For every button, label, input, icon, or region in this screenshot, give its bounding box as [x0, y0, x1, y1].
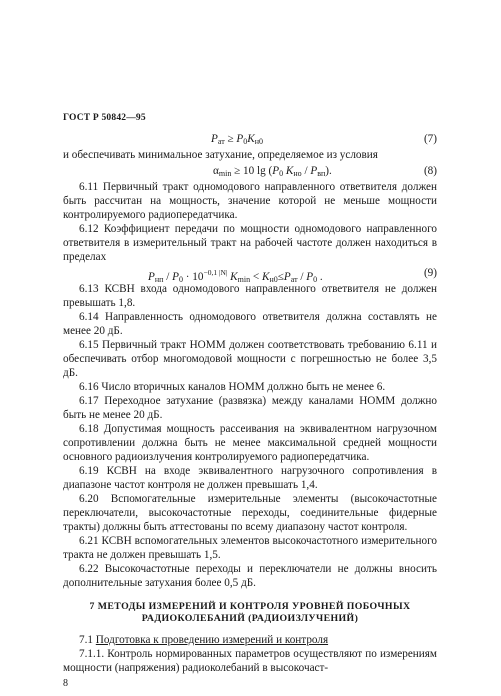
- text-after-formula-7: и обеспечивать минимальное затухание, определяемое из условия: [63, 149, 378, 161]
- formula-9: [63, 264, 437, 282]
- section-7-title-line-1: 7 МЕТОДЫ ИЗМЕРЕНИЙ И КОНТРОЛЯ УРОВНЕЙ ПОБОЧНЫХ: [89, 601, 411, 612]
- subsection-7-1-heading: [63, 633, 437, 647]
- section-7-title: [63, 601, 437, 625]
- paragraph-6-16: 6.16 Число вторичных каналов НОММ должно быть не менее 6.: [79, 381, 386, 393]
- formula-8: [63, 162, 437, 180]
- paragraph-6-12: 6.12 Коэффициент передачи по мощности одномодового направленного ответвителя в измерительный тракт на рабочей частоте должен находиться в пределах: [63, 223, 437, 263]
- subsection-7-1-title: Подготовка к проведению измерений и контроля: [95, 634, 329, 646]
- paragraph-6-18: 6.18 Допустимая мощность рассеивания на эквивалентном нагрузочном сопротивлении должна быть не менее максимальной средней мощности основного радиоизлучения контролируемого радиопередатчика.: [63, 423, 437, 463]
- section-7-title-line-2: РАДИОКОЛЕБАНИЙ (РАДИОИЗЛУЧЕНИЙ): [141, 613, 359, 624]
- formula-9-expression: $P_{нп} / P_0 \cdot 10^{-0,1 |N|}$ $K_{min} < K_{н0}\le P_{ат} / P_0$ .: [148, 268, 323, 284]
- paragraph-6-19: 6.19 КСВН на входе эквивалентного нагрузочного сопротивления в диапазоне частот контроля не должен превышать 1,4.: [63, 465, 437, 491]
- formula-9-number: (9): [423, 267, 437, 279]
- formula-8-expression: $\alpha_{min} \ge 10$ $\lg (P_0$ $K_{но} / P_{вп}$).: [213, 165, 332, 178]
- paragraph-6-14: 6.14 Направленность одномодового ответвителя должна составлять не менее 20 дБ.: [63, 311, 437, 337]
- formula-7-expression: $P_{ат} \ge P_0K_{н0}$: [211, 133, 264, 146]
- paragraph-6-21: 6.21 КСВН вспомогательных элементов высокочастотного измерительного тракта не должен превышать 1,5.: [63, 535, 437, 561]
- page-content: [63, 130, 437, 675]
- paragraph-6-15: 6.15 Первичный тракт НОММ должен соответствовать требованию 6.11 и обеспечивать отбор многомодовой мощности с погрешностью не более 3,5 дБ.: [63, 339, 437, 379]
- paragraph-6-20: 6.20 Вспомогательные измерительные элементы (высокочастотные переключатели, высокочастотные переходы, соединительные фидерные тракты) должны быть аттестованы по всему диапазону частот контроля.: [63, 493, 437, 533]
- page-header: ГОСТ Р 50842—95: [63, 113, 146, 123]
- formula-8-number: (8): [423, 165, 437, 177]
- formula-7: [63, 130, 437, 148]
- paragraph-6-13: 6.13 КСВН входа одномодового направленного ответвителя не должен превышать 1,8.: [63, 283, 437, 309]
- paragraph-6-11: 6.11 Первичный тракт одномодового направленного ответвителя должен быть рассчитан на мощность, значение которой не меньше мощности контролируемого радиопередатчика.: [63, 181, 437, 221]
- page-number: 8: [63, 678, 68, 689]
- formula-7-number: (7): [423, 133, 437, 145]
- paragraph-6-22: 6.22 Высокочастотные переходы и переключатели не должны вносить дополнительные затухания более 0,5 дБ.: [63, 563, 437, 589]
- paragraph-7-1-1: 7.1.1. Контроль нормированных параметров осуществляют по измерениям мощности (напряжения) радиоколебаний в высокочаст-: [63, 648, 437, 674]
- paragraph-6-17: 6.17 Переходное затухание (развязка) между каналами НОММ должно быть не менее 20 дБ.: [63, 395, 437, 421]
- subsection-7-1-number: 7.1: [79, 634, 96, 646]
